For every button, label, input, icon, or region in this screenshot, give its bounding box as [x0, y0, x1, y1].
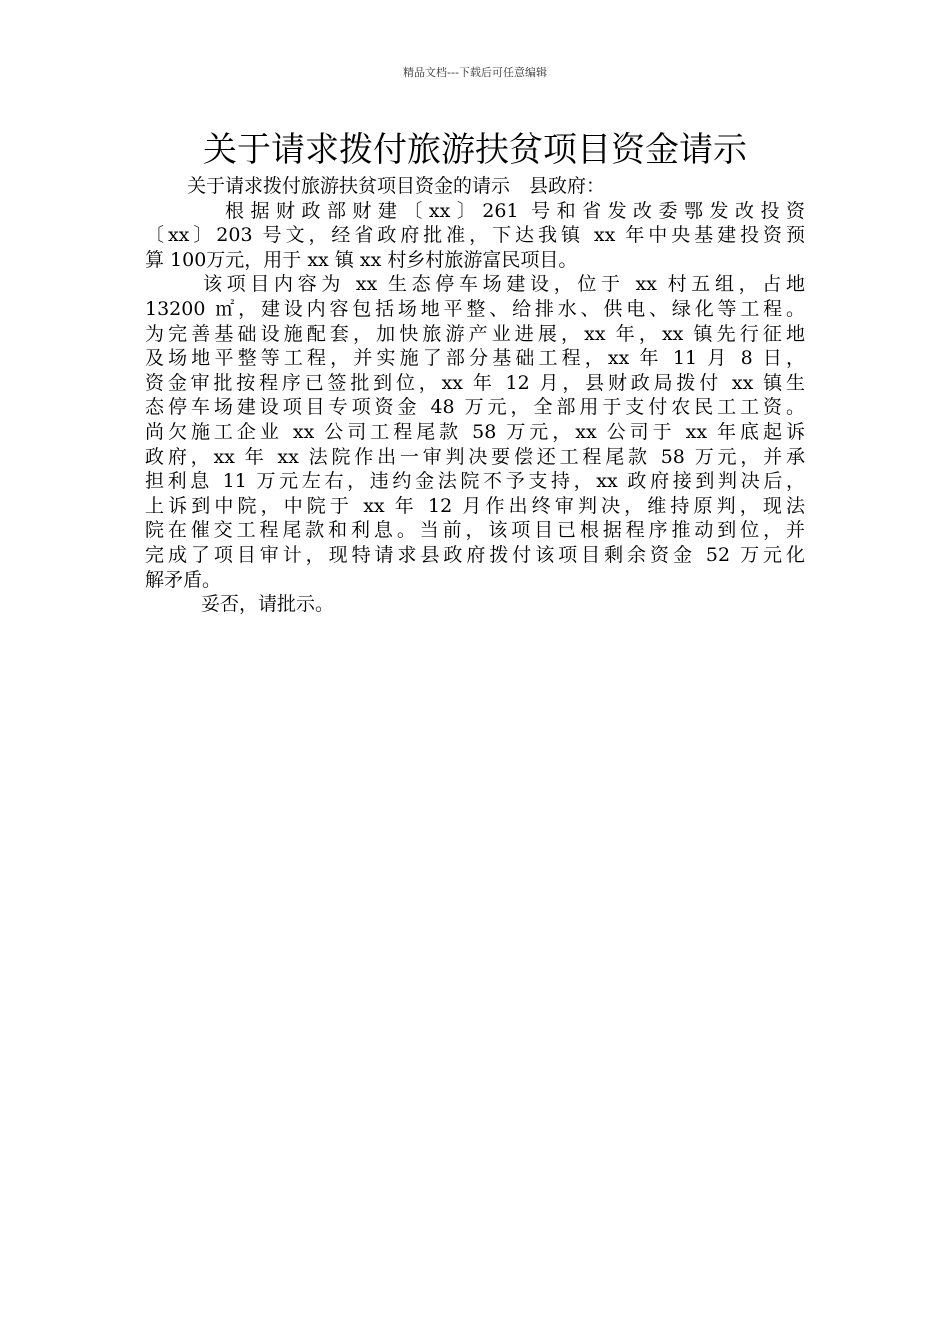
- text-line: 〔xx〕203 号文，经省政府批准，下达我镇 xx 年中央基建投资预: [145, 224, 805, 247]
- text-line: 及场地平整等工程，并实施了部分基础工程，xx 年 11 月 8 日，: [145, 347, 805, 370]
- paragraph: [145, 174, 805, 199]
- document-body: [145, 174, 805, 617]
- text-line: 院在催交工程尾款和利息。当前，该项目已根据程序推动到位，并: [145, 519, 805, 542]
- text-line: 关于请求拨付旅游扶贫项目资金的请示 县政府：: [187, 175, 606, 197]
- text-line: 妥否，请批示。: [201, 593, 335, 616]
- text-line: 根据财政部财建〔xx〕261 号和省发改委鄂发改投资: [225, 199, 805, 222]
- text-line: 资金审批按程序已签批到位，xx 年 12 月，县财政局拨付 xx 镇生: [145, 371, 805, 394]
- paragraph: [145, 272, 805, 592]
- paragraph: [145, 199, 805, 273]
- text-line: 政府，xx 年 xx 法院作出一审判决要偿还工程尾款 58 万元，并承: [145, 445, 805, 468]
- text-line: 解矛盾。: [145, 568, 222, 591]
- text-line: 完成了项目审计，现特请求县政府拨付该项目剩余资金 52 万元化: [145, 543, 805, 566]
- text-line: 尚欠施工企业 xx 公司工程尾款 58 万元，xx 公司于 xx 年底起诉: [145, 420, 805, 443]
- text-line: 该项目内容为 xx 生态停车场建设，位于 xx 村五组，占地: [203, 273, 805, 296]
- text-line: 13200 ㎡，建设内容包括场地平整、给排水、供电、绿化等工程。: [145, 297, 805, 320]
- text-line: 为完善基础设施配套，加快旅游产业进展，xx 年，xx 镇先行征地: [145, 322, 805, 345]
- paragraph: [145, 592, 805, 617]
- header-note: 精品文档---下载后可任意编辑: [403, 66, 547, 79]
- text-line: 担利息 11 万元左右，违约金法院不予支持，xx 政府接到判决后，: [145, 470, 805, 493]
- text-line: 态停车场建设项目专项资金 48 万元，全部用于支付农民工工资。: [145, 396, 805, 419]
- text-line: 算 100万元，用于 xx 镇 xx 村乡村旅游富民项目。: [145, 248, 578, 271]
- document-title: 关于请求拨付旅游扶贫项目资金请示: [203, 130, 747, 170]
- text-line: 上诉到中院，中院于 xx 年 12 月作出终审判决，维持原判，现法: [145, 494, 805, 517]
